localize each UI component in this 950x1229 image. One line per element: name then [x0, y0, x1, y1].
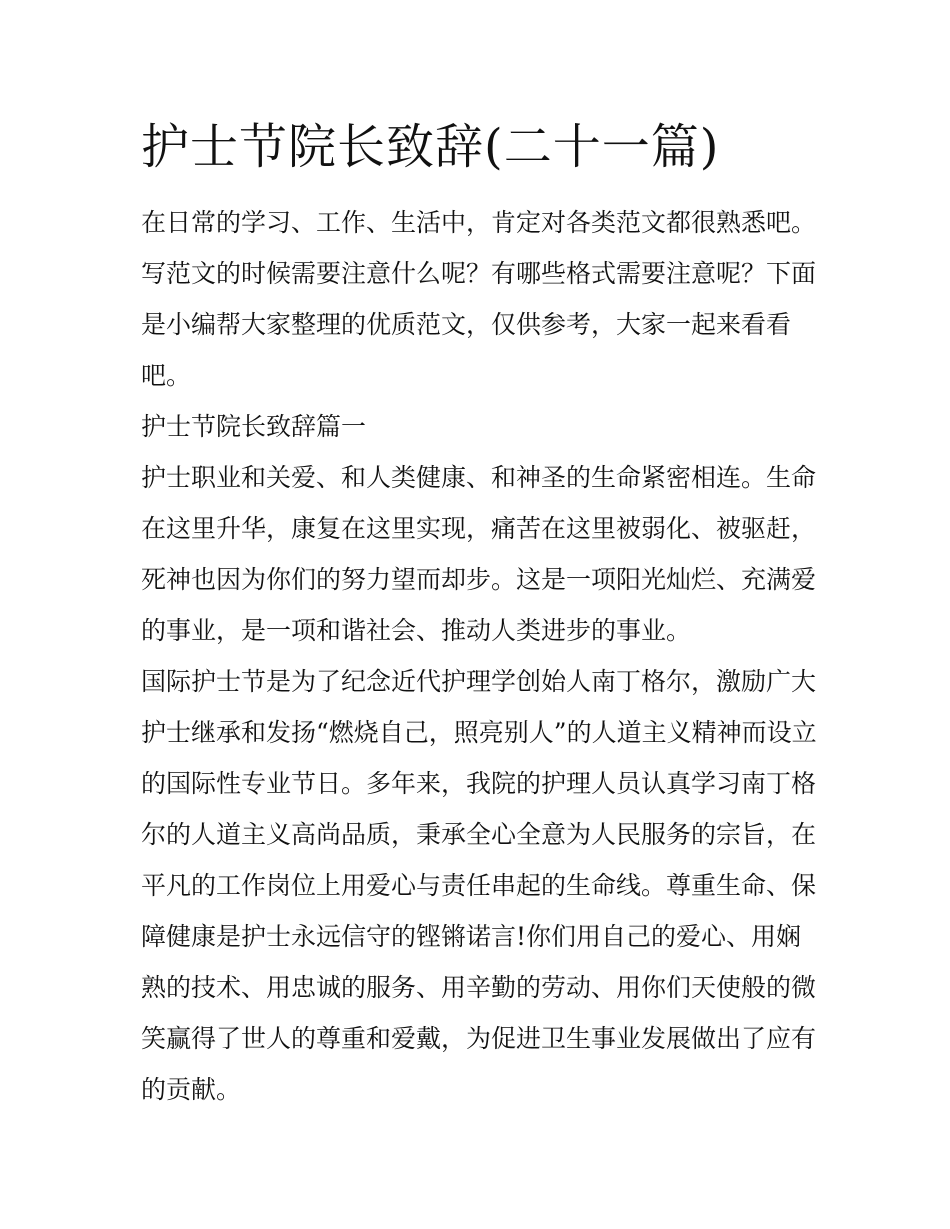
text-line: 的贡献。 — [141, 1075, 242, 1104]
text-line: 笑赢得了世人的尊重和爱戴，为促进卫生事业发展做出了应有 — [141, 1024, 817, 1053]
text-line: 护士职业和关爱、和人类健康、和神圣的生命紧密相连。生命 — [141, 463, 817, 492]
document-body — [141, 197, 821, 1115]
text-line: 熟的技术、用忠诚的服务、用辛勤的劳动、用你们天使般的微 — [141, 973, 817, 1002]
text-line: 在日常的学习、工作、生活中，肯定对各类范文都很熟悉吧。 — [141, 208, 817, 237]
text-line: 死神也因为你们的努力望而却步。这是一项阳光灿烂、充满爱 — [141, 565, 817, 594]
text-line: 护士继承和发扬“燃烧自己，照亮别人”的人道主义精神而设立 — [141, 718, 817, 747]
text-line: 吧。 — [141, 361, 192, 390]
text-line: 在这里升华，康复在这里实现，痛苦在这里被弱化、被驱赶， — [141, 514, 817, 543]
text-line: 障健康是护士永远信守的铿锵诺言!你们用自己的爱心、用娴 — [141, 922, 802, 951]
text-line: 的国际性专业节日。多年来，我院的护理人员认真学习南丁格 — [141, 769, 817, 798]
paragraph-1 — [141, 452, 821, 656]
paragraph-2 — [141, 656, 821, 1115]
intro-paragraph — [141, 197, 821, 401]
text-line: 国际护士节是为了纪念近代护理学创始人南丁格尔，激励广大 — [141, 667, 817, 696]
text-line: 写范文的时候需要注意什么呢？有哪些格式需要注意呢？下面 — [141, 259, 817, 288]
section-heading: 护士节院长致辞篇一 — [141, 412, 367, 441]
text-line: 是小编帮大家整理的优质范文，仅供参考，大家一起来看看 — [141, 310, 792, 339]
text-line: 尔的人道主义高尚品质，秉承全心全意为人民服务的宗旨，在 — [141, 820, 817, 849]
document-title: 护士节院长致辞(二十一篇) — [141, 119, 720, 175]
text-line: 平凡的工作岗位上用爱心与责任串起的生命线。尊重生命、保 — [141, 871, 817, 900]
text-line: 的事业，是一项和谐社会、推动人类进步的事业。 — [141, 616, 692, 645]
